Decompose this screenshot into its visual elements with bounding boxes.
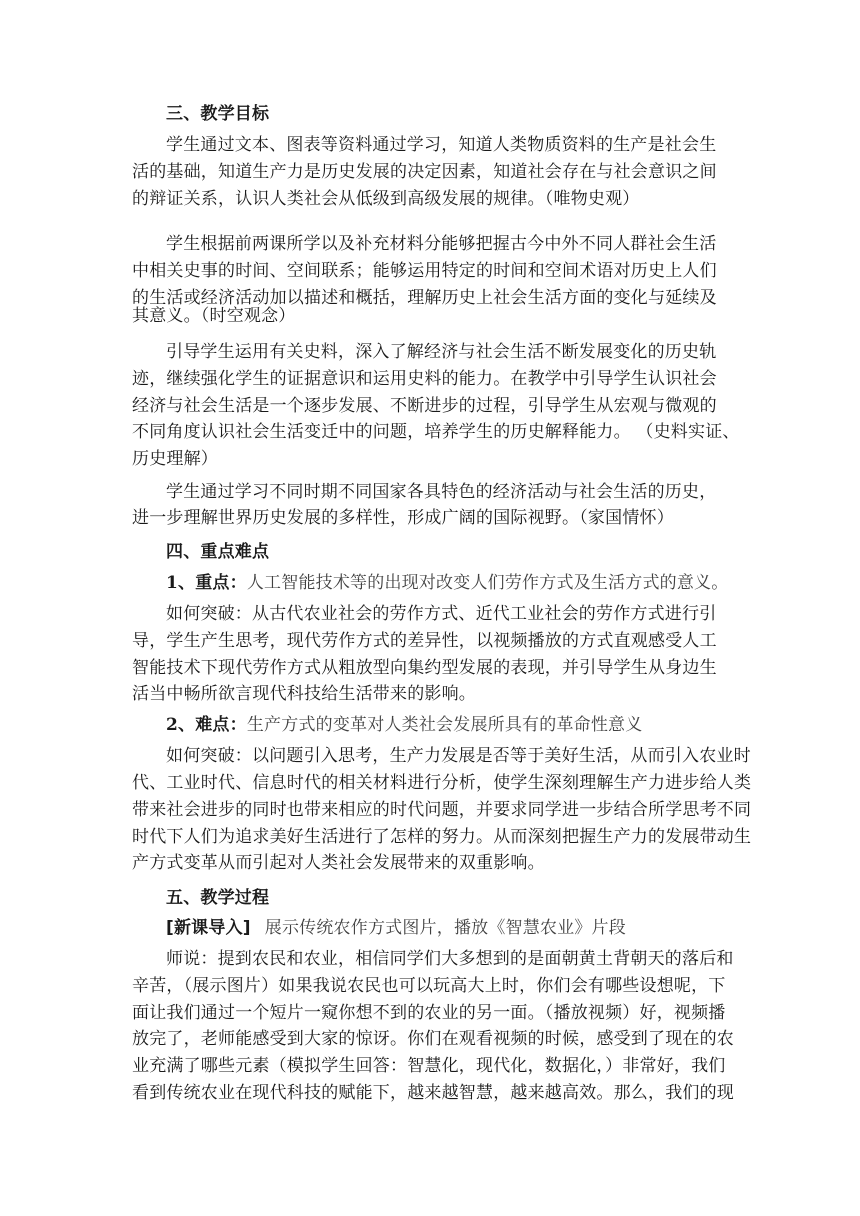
paragraph-line: 活的基础，知道生产力是历史发展的决定因素，知道社会存在与社会意识之间 [132, 162, 717, 182]
paragraph-line: 产方式变革从而引起对人类社会发展带来的双重影响。 [132, 853, 545, 873]
paragraph-line: 看到传统农业在现代科技的赋能下，越来越智慧，越来越高效。那么，我们的现 [132, 1083, 734, 1103]
paragraph-line: 带来社会进步的同时也带来相应的时代问题，并要求同学进一步结合所学思考不同 [132, 800, 752, 820]
new-lesson-intro-line [166, 918, 626, 938]
section-heading-teaching-process: 五、教学过程 [166, 888, 270, 908]
difficult-point-label: 2、难点： [166, 715, 247, 735]
difficult-point-line [166, 715, 642, 735]
paragraph-line: 时代下人们为追求美好生活进行了怎样的努力。从而深刻把握生产力的发展带动生 [132, 827, 752, 847]
new-lesson-intro-text: 展示传统农作方式图片，播放《智慧农业》片段 [264, 918, 626, 938]
paragraph-line: 其意义。（时空观念） [132, 306, 296, 326]
section-heading-key-difficult-points: 四、重点难点 [166, 542, 270, 562]
paragraph-line: 的生活或经济活动加以描述和概括，理解历史上社会生活方面的变化与延续及 [132, 288, 717, 308]
paragraph-line: 学生通过文本、图表等资料通过学习，知道人类物质资料的生产是社会生 [166, 135, 717, 155]
section-heading-teaching-goals: 三、教学目标 [166, 104, 270, 124]
paragraph-line: 引导学生运用有关史料，深入了解经济与社会生活不断发展变化的历史轨 [166, 342, 717, 362]
difficult-point-text: 生产方式的变革对人类社会发展所具有的革命性意义 [246, 715, 643, 735]
paragraph-line: 智能技术下现代劳作方式从粗放型向集约型发展的表现，并引导学生从身边生 [132, 658, 717, 678]
new-lesson-intro-label: [新课导入] [166, 918, 251, 938]
key-point-text: 人工智能技术等的出现对改变人们劳作方式及生活方式的意义。 [246, 573, 729, 593]
paragraph-line: 学生通过学习不同时期不同国家各具特色的经济活动与社会生活的历史， [166, 482, 717, 502]
paragraph-line: 业充满了哪些元素（模拟学生回答：智慧化，现代化，数据化，）非常好，我们 [132, 1056, 726, 1076]
paragraph-line: 中相关史事的时间、空间联系；能够运用特定的时间和空间术语对历史上人们 [132, 261, 717, 281]
key-point-line [166, 573, 728, 593]
paragraph-line: 代、工业时代、信息时代的相关材料进行分析，使学生深刻理解生产力进步给人类 [132, 773, 752, 793]
paragraph-line: 历史理解） [132, 449, 218, 469]
paragraph-line: 迹，继续强化学生的证据意识和运用史料的能力。在教学中引导学生认识社会 [132, 369, 717, 389]
key-point-label: 1、重点： [166, 573, 247, 593]
paragraph-line: 的辩证关系，认识人类社会从低级到高级发展的规律。（唯物史观） [132, 189, 640, 209]
paragraph-line: 如何突破：从古代农业社会的劳作方式、近代工业社会的劳作方式进行引 [166, 604, 717, 624]
paragraph-line: 学生根据前两课所学以及补充材料分能够把握古今中外不同人群社会生活 [166, 234, 717, 254]
paragraph-line: 活当中畅所欲言现代科技给生活带来的影响。 [132, 684, 476, 704]
paragraph-line: 进一步理解世界历史发展的多样性，形成广阔的国际视野。（家国情怀） [132, 508, 674, 528]
paragraph-line: 经济与社会生活是一个逐步发展、不断进步的过程，引导学生从宏观与微观的 [132, 396, 717, 416]
paragraph-line: 放完了，老师能感受到大家的惊讶。你们在观看视频的时候，感受到了现在的农 [132, 1029, 734, 1049]
paragraph-line: 师说：提到农民和农业，相信同学们大多想到的是面朝黄土背朝天的落后和 [166, 949, 734, 969]
paragraph-line: 不同角度认识社会生活变迁中的问题，培养学生的历史解释能力。 （史料实证、 [132, 422, 740, 442]
paragraph-line: 辛苦，（展示图片）如果我说农民也可以玩高大上时，你们会有哪些设想呢，下 [132, 976, 726, 996]
paragraph-line: 如何突破：以问题引入思考，生产力发展是否等于美好生活，从而引入农业时 [166, 746, 751, 766]
paragraph-line: 面让我们通过一个短片一窥你想不到的农业的另一面。（播放视频）好，视频播 [132, 1003, 726, 1023]
paragraph-line: 导，学生产生思考，现代劳作方式的差异性，以视频播放的方式直观感受人工 [132, 631, 717, 651]
